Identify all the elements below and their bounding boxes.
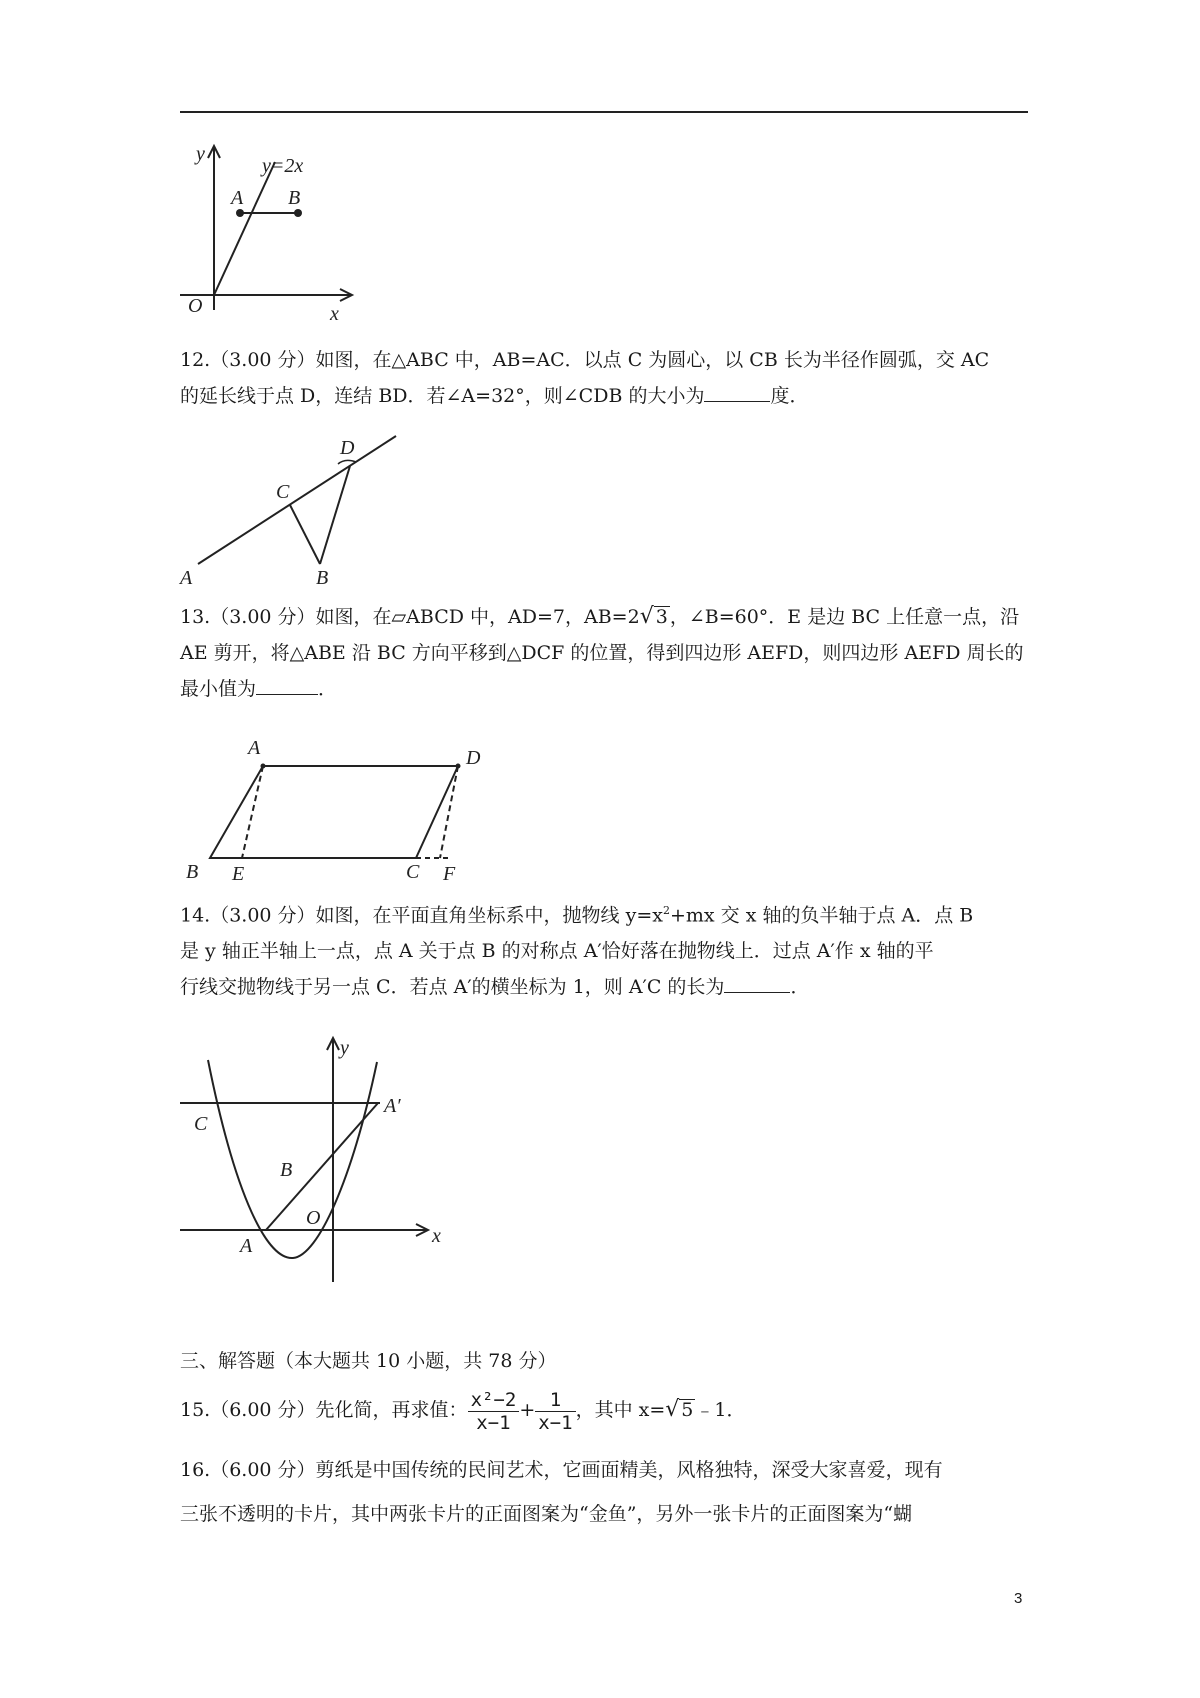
question-13 [180, 599, 1030, 707]
point-b [294, 209, 302, 217]
parallelogram-abcd [210, 766, 458, 858]
figure-q12 [180, 432, 400, 587]
fraction-1: $\frac{\text{x²−2}}{x-1}$ [468, 1389, 520, 1434]
label-a: A [248, 737, 261, 759]
figure-q13 [180, 737, 500, 885]
q14-line1: 14.（3.00 分）如图，在平面直角坐标系中，抛物线 $y=x^2+mx$ 交 x 轴的负半轴于点 A．点 B [180, 904, 974, 927]
q12-answer-blank[interactable] [704, 381, 770, 402]
line-ad [198, 436, 396, 564]
label-y: y [340, 1037, 349, 1059]
label-y: y [196, 143, 205, 165]
parabola [208, 1060, 377, 1258]
figure-q11 [180, 140, 360, 325]
label-e: E [232, 863, 245, 885]
segment-cb [290, 505, 320, 564]
page-number: 3 [1014, 1590, 1023, 1607]
label-c: C [194, 1113, 208, 1135]
label-line: y=2x [262, 155, 304, 177]
label-c: C [406, 861, 420, 883]
section-3-title: 三、解答题（本大题共 10 小题，共 78 分） [180, 1350, 557, 1372]
q13-line2: AE 剪开，将△ABE 沿 BC 方向平移到△DCF 的位置，得到四边形 AEFD，则四边形 AEFD 周长的 [180, 642, 1024, 664]
q13-answer-blank[interactable] [256, 674, 318, 695]
label-c: C [276, 481, 290, 503]
label-b: B [186, 861, 199, 883]
q16-line1: 16.（6.00 分）剪纸是中国传统的民间艺术，它画面精美，风格独特，深受大家喜爱，现有 [180, 1459, 943, 1481]
label-a: A [231, 187, 244, 209]
label-b: B [288, 187, 301, 209]
q13-line3: 最小值为 ． [180, 671, 1030, 707]
question-15: 15.（6.00 分）先化简，再求值： $\frac{\text{x²−2}}{x-1}$ + $\frac{1}{x-1}$ ，其中 x=√ 5 ﹣1． [180, 1388, 746, 1434]
question-16 [180, 1448, 1030, 1536]
q12-line1: 12.（3.00 分）如图，在△ABC 中，AB=AC．以点 C 为圆心，以 CB 长为半径作圆弧，交 AC [180, 349, 990, 371]
header-rule [180, 111, 1028, 113]
segment-bd [320, 466, 350, 564]
q14-answer-blank[interactable] [724, 972, 790, 993]
q16-line2: 三张不透明的卡片，其中两张卡片的正面图案为“金鱼”，另外一张卡片的正面图案为“蝴 [180, 1503, 913, 1525]
segment-df [440, 766, 458, 858]
line-y-2x [214, 162, 275, 295]
segment-ae [242, 766, 263, 858]
label-a-prime: A′ [384, 1095, 401, 1117]
label-f: F [443, 863, 456, 885]
label-x: x [330, 303, 339, 325]
q14-line3: 行线交抛物线于另一点 C．若点 A′的横坐标为 1，则 A′C 的长为 ． [180, 969, 1030, 1005]
label-x: x [432, 1225, 441, 1247]
label-o: O [306, 1207, 321, 1229]
label-d: D [466, 747, 481, 769]
q12-line2: 的延长线于点 D，连结 BD．若∠A=32°，则∠CDB 的大小为 度． [180, 378, 1030, 414]
label-b: B [316, 567, 329, 589]
point-a [236, 209, 244, 217]
label-d: D [340, 437, 355, 459]
q14-line2: 是 y 轴正半轴上一点，点 A 关于点 B 的对称点 A′恰好落在抛物线上．过点 A′作 x 轴的平 [180, 940, 934, 963]
question-14 [180, 893, 1030, 1005]
label-b: B [280, 1159, 293, 1181]
q13-line1: 13.（3.00 分）如图，在▱ABCD 中，AD=7，AB=2√ 3 ，∠B=60°．E 是边 BC 上任意一点，沿 [180, 604, 1020, 629]
label-o: O [188, 295, 203, 317]
fraction-2: $\frac{1}{x-1}$ [535, 1389, 575, 1434]
label-a: A [240, 1235, 253, 1257]
question-12 [180, 342, 1030, 414]
figure-q14 [180, 1030, 450, 1290]
label-a: A [180, 567, 193, 589]
